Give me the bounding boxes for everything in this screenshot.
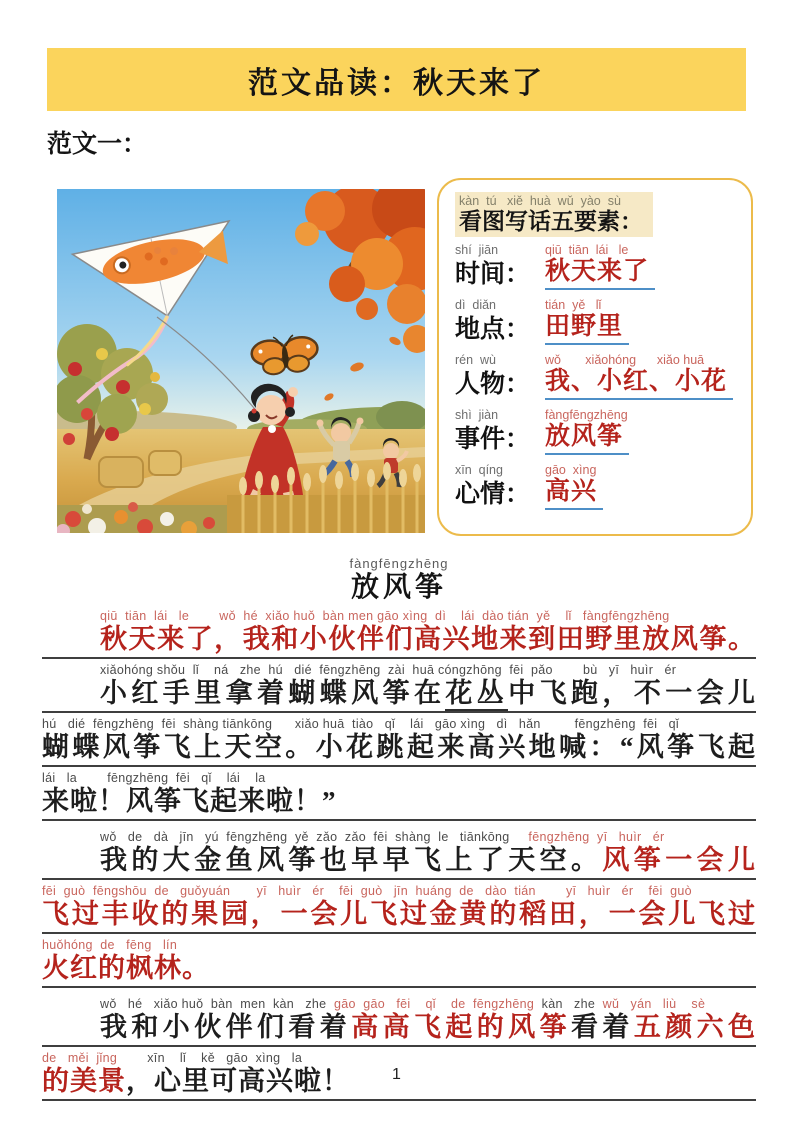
hanzi-segment: 秋天来了，我和小伙伴们高兴地来到田野里放风筝。	[100, 624, 756, 654]
answer-pinyin: wǒ xiǎohóng xiǎo huā	[545, 353, 705, 367]
essay-line-hanzi	[100, 624, 756, 655]
element-label: 人物：	[455, 371, 531, 398]
hanzi-segment: 中飞跑，不一会儿	[508, 678, 757, 708]
essay-line-hanzi	[100, 678, 756, 709]
hanzi-segment: 花丛	[445, 678, 508, 711]
hanzi-segment: 小红手里拿着蝴蝶风筝在	[100, 678, 446, 708]
element-pinyin-row	[455, 463, 737, 478]
label-pinyin: dì diǎn	[455, 298, 497, 312]
answer-pinyin: fàngfēngzhēng	[545, 408, 628, 422]
element-label: 心情：	[455, 481, 531, 508]
element-pinyin-row	[455, 408, 737, 423]
element-answer: 田野里	[545, 313, 629, 345]
answer-pinyin: gāo xìng	[545, 463, 597, 477]
element-label: 事件：	[455, 426, 531, 453]
hanzi-segment: 火红的枫林。	[42, 953, 210, 983]
essay-line-pinyin	[42, 937, 756, 953]
page-title: 范文品读：秋天来了	[248, 66, 545, 100]
five-elements-header	[455, 192, 653, 237]
hanzi-segment: 五颜六色	[633, 1012, 757, 1042]
element-pinyin-row	[455, 353, 737, 368]
essay-line-pinyin	[42, 883, 756, 899]
label-pinyin: xīn qíng	[455, 463, 503, 477]
label-pinyin: shí jiān	[455, 243, 499, 257]
pinyin-segment: gāo gāo fēi qǐ de fēngzhēng	[333, 997, 535, 1011]
essay-line	[42, 996, 756, 1047]
essay-line-pinyin	[100, 996, 756, 1012]
element-pinyin-row	[455, 243, 737, 258]
essay-line	[42, 608, 756, 659]
hanzi-segment: ，心里可高兴啦！	[126, 1066, 350, 1096]
essay-line-pinyin	[42, 1050, 756, 1066]
pinyin-segment: xiǎohóng shǒu lǐ ná zhe hú dié fēngzhēng zài huā cóngzhōng fēi pǎo bù yī huìr ér	[100, 663, 677, 677]
essay-line-pinyin	[100, 662, 756, 678]
essay-line-pinyin	[42, 716, 756, 732]
five-elements-list	[455, 243, 737, 518]
answer-pinyin: tián yě lǐ	[545, 298, 602, 312]
element-main-row	[455, 258, 737, 290]
essay-line-pinyin	[42, 770, 756, 786]
essay-line-pinyin	[100, 829, 756, 845]
label-pinyin: shì jiàn	[455, 408, 499, 422]
essay-line	[42, 883, 756, 934]
element-label: 地点：	[455, 316, 531, 343]
pinyin-segment: huǒhóng de fēng lín	[42, 938, 178, 952]
essay-line	[42, 937, 756, 988]
element-item-characters	[455, 353, 737, 408]
five-elements-header-text: 看图写话五要素：	[459, 209, 643, 234]
pinyin-segment: kàn zhe	[534, 997, 603, 1011]
essay-line-hanzi	[42, 953, 756, 984]
illustration-svg	[57, 189, 425, 533]
hanzi-segment: 飞过丰收的果园，一会儿飞过金黄的稻田，一会儿飞过	[42, 899, 756, 929]
five-elements-header-pinyin: kàn tú xiě huà wǔ yào sù	[459, 194, 621, 208]
element-label: 时间：	[455, 261, 531, 288]
pinyin-segment: wǔ yán liù sè	[602, 997, 706, 1011]
essay-line-hanzi	[42, 899, 756, 930]
title-banner	[47, 48, 746, 111]
hanzi-segment: 看着	[571, 1012, 634, 1042]
pinyin-segment: wǒ de dà jīn yú fēngzhēng yě zǎo zǎo fēi shàng le tiānkōng	[100, 830, 529, 844]
essay-line-hanzi	[100, 1012, 756, 1043]
element-pinyin-row	[455, 298, 737, 313]
essay-line	[42, 716, 756, 767]
flowers	[57, 502, 227, 533]
essay-title-block	[42, 556, 756, 604]
section-label: 范文一：	[47, 131, 148, 158]
essay	[42, 556, 756, 1104]
element-item-time	[455, 243, 737, 298]
pinyin-segment: hú dié fēngzhēng fēi shàng tiānkōng xiǎo huā tiào qǐ lái gāo xìng dì hǎn fēngzhēng fēi qǐ	[42, 717, 679, 731]
element-main-row	[455, 313, 737, 345]
pinyin-segment: wǒ hé xiǎo huǒ bàn men kàn zhe	[100, 997, 334, 1011]
essay-title-pinyin: fàngfēngzhēng	[349, 556, 449, 571]
element-item-place	[455, 298, 737, 353]
label-pinyin: rén wù	[455, 353, 496, 367]
essay-line	[42, 662, 756, 713]
pinyin-segment: xīn lǐ kě gāo xìng la	[117, 1051, 303, 1065]
essay-line-hanzi	[42, 732, 756, 763]
autumn-kite-illustration	[57, 189, 425, 533]
essay-line	[42, 829, 756, 880]
element-main-row	[455, 478, 737, 510]
element-answer: 高兴	[545, 478, 603, 510]
element-answer: 秋天来了	[545, 258, 655, 290]
essay-line-hanzi	[42, 786, 756, 817]
pinyin-segment: qiū tiān lái le wǒ hé xiǎo huǒ bàn men gāo xìng dì lái dào tián yě lǐ fàngfēngzhēng	[100, 609, 670, 623]
hanzi-segment: 来啦！风筝飞起来啦！”	[42, 786, 337, 816]
hanzi-segment: 高高飞起的风筝	[351, 1012, 572, 1042]
essay-line-hanzi	[100, 845, 756, 876]
hanzi-segment: 的美景	[42, 1066, 126, 1096]
pinyin-segment: fēngzhēng yī huìr ér	[528, 830, 665, 844]
essay-line-pinyin	[100, 608, 756, 624]
element-main-row	[455, 423, 737, 455]
essay-title: 放风筝	[350, 572, 447, 603]
pinyin-segment: de měi jǐng	[42, 1051, 118, 1065]
hanzi-segment: 我的大金鱼风筝也早早飞上了天空。	[100, 845, 603, 875]
essay-line	[42, 770, 756, 821]
hanzi-segment: 我和小伙伴们看着	[100, 1012, 352, 1042]
hanzi-segment: 蝴蝶风筝飞上天空。小花跳起来高兴地喊：“风筝飞起	[42, 732, 756, 762]
element-item-event	[455, 408, 737, 463]
five-elements-box	[437, 178, 753, 536]
element-answer: 我、小红、小花	[545, 368, 733, 400]
pinyin-segment: lái la fēngzhēng fēi qǐ lái la	[42, 771, 266, 785]
page-number: 1	[392, 1066, 401, 1083]
answer-pinyin: qiū tiān lái le	[545, 243, 629, 257]
pinyin-segment: fēi guò fēngshōu de guǒyuán yī huìr ér fēi guò jīn huáng de dào tián yī huìr ér fēi guò	[42, 884, 692, 898]
hanzi-segment: 风筝一会儿	[602, 845, 757, 875]
essay-lines	[42, 608, 756, 1101]
element-main-row	[455, 368, 737, 400]
element-answer: 放风筝	[545, 423, 629, 455]
element-item-mood	[455, 463, 737, 518]
